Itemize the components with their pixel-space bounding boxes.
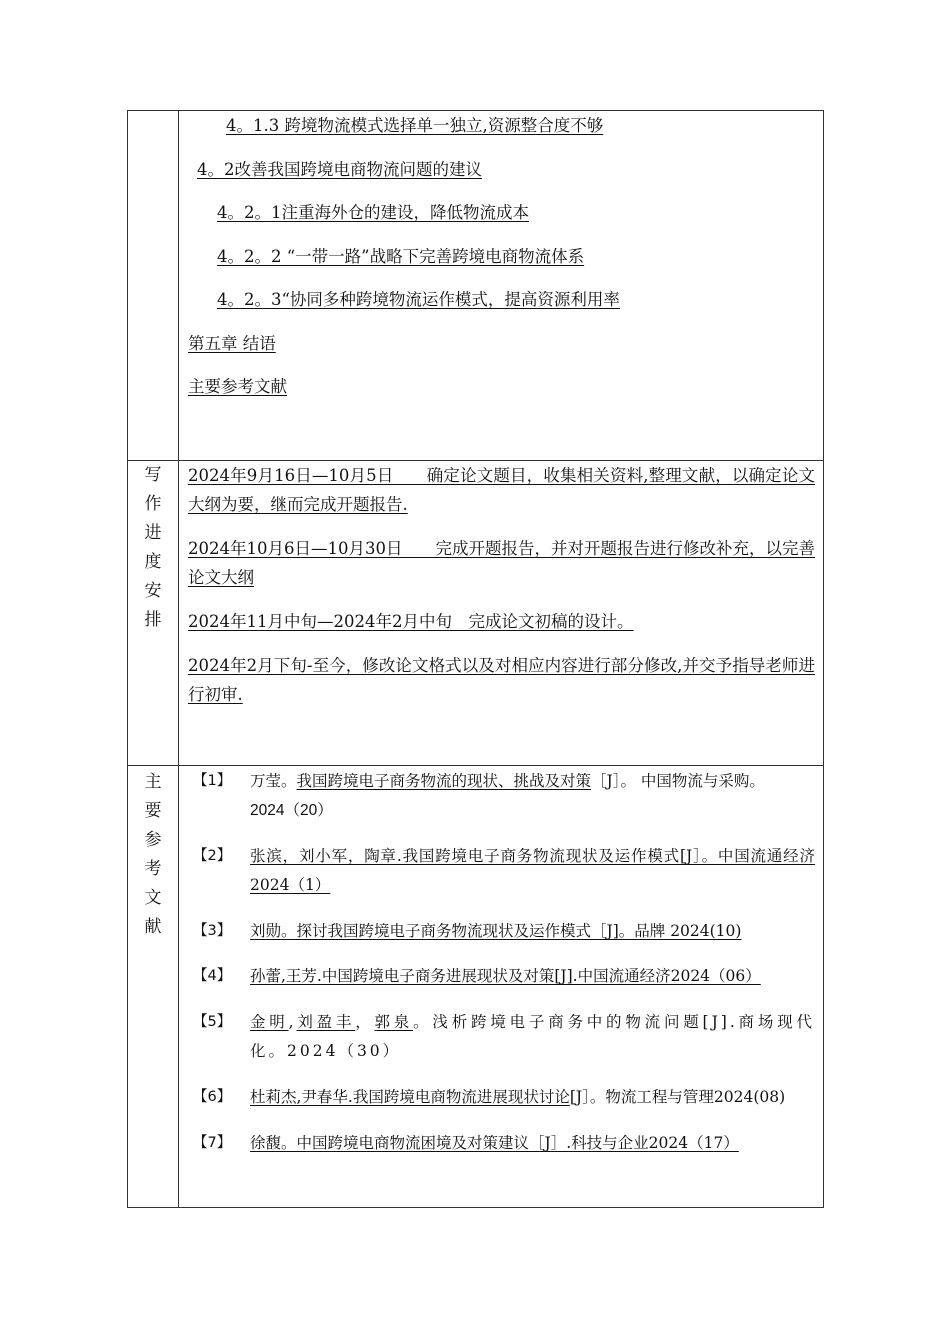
- schedule-content-cell: [179, 461, 824, 766]
- toc-item-4-1-3: 4。1.3 跨境物流模式选择单一独立,资源整合度不够: [226, 116, 604, 135]
- toc-item-4-2-3: 4。2。3“协同多种跨境物流运作模式，提高资源利用率: [217, 290, 620, 309]
- schedule-entry: 2024年11月中旬—2024年2月中旬 完成论文初稿的设计。: [188, 612, 634, 631]
- reference-item: 【7】 徐馥。中国跨境电商物流困境及对策建议［J］.科技与企业2024（17）: [193, 1134, 739, 1152]
- outline-label-cell: [128, 111, 179, 461]
- reference-item: 【4】 孙蕾,王芳.中国跨境电子商务进展现状及对策[J].中国流通经济2024（06）: [193, 967, 761, 985]
- references-row: [128, 766, 824, 1208]
- schedule-label-cell: [128, 461, 179, 766]
- reference-item: 【1】 万莹。我国跨境电子商务物流的现状、挑战及对策［J］。 中国物流与采购。 2024（20）: [193, 772, 765, 819]
- reference-item: 【5】 金明,刘盈丰，郭泉。浅析跨境电子商务中的物流问题[J].商场现代化。2024（30）: [193, 1013, 815, 1060]
- toc-item-references: 主要参考文献: [188, 377, 287, 396]
- toc-item-4-2: 4。2改善我国跨境电商物流问题的建议: [197, 159, 482, 179]
- reference-item: 【6】 杜莉杰,尹春华.我国跨境电商物流进展现状讨论[J］。物流工程与管理2024(08): [193, 1088, 786, 1106]
- reference-item: 【2】 张滨，刘小军，陶章.我国跨境电子商务物流现状及运作模式[J］。中国流通经济2024（1）: [193, 847, 815, 894]
- references-label-cell: [128, 766, 179, 1208]
- toc-item-4-2-2: 4。2。2 “一带一路”战略下完善跨境电商物流体系: [217, 246, 585, 266]
- schedule-entry: 2024年2月下旬-至今，修改论文格式以及对相应内容进行部分修改,并交予指导老师进行初审.: [188, 656, 815, 704]
- outline-content-cell: [179, 111, 824, 461]
- references-label: 主要参考文献: [144, 772, 162, 937]
- proposal-table: [127, 110, 824, 1208]
- schedule-label: 写作进度安排: [144, 465, 162, 630]
- references-content-cell: [179, 766, 824, 1208]
- schedule-entry: 2024年10月6日—10月30日 完成开题报告，并对开题报告进行修改补充，以完善论文大纲: [188, 539, 815, 587]
- outline-row: [128, 111, 824, 461]
- reference-item: 【3】 刘勋。探讨我国跨境电子商务物流现状及运作模式［J]。品牌 2024(10): [193, 922, 742, 940]
- schedule-row: [128, 461, 824, 766]
- toc-item-4-2-1: 4。2。1注重海外仓的建设，降低物流成本: [217, 203, 529, 222]
- schedule-entry: 2024年9月16日—10月5日 确定论文题目，收集相关资料,整理文献，以确定论文大纲为要，继而完成开题报告.: [188, 466, 815, 514]
- toc-item-chapter-5: 第五章 结语: [188, 333, 276, 353]
